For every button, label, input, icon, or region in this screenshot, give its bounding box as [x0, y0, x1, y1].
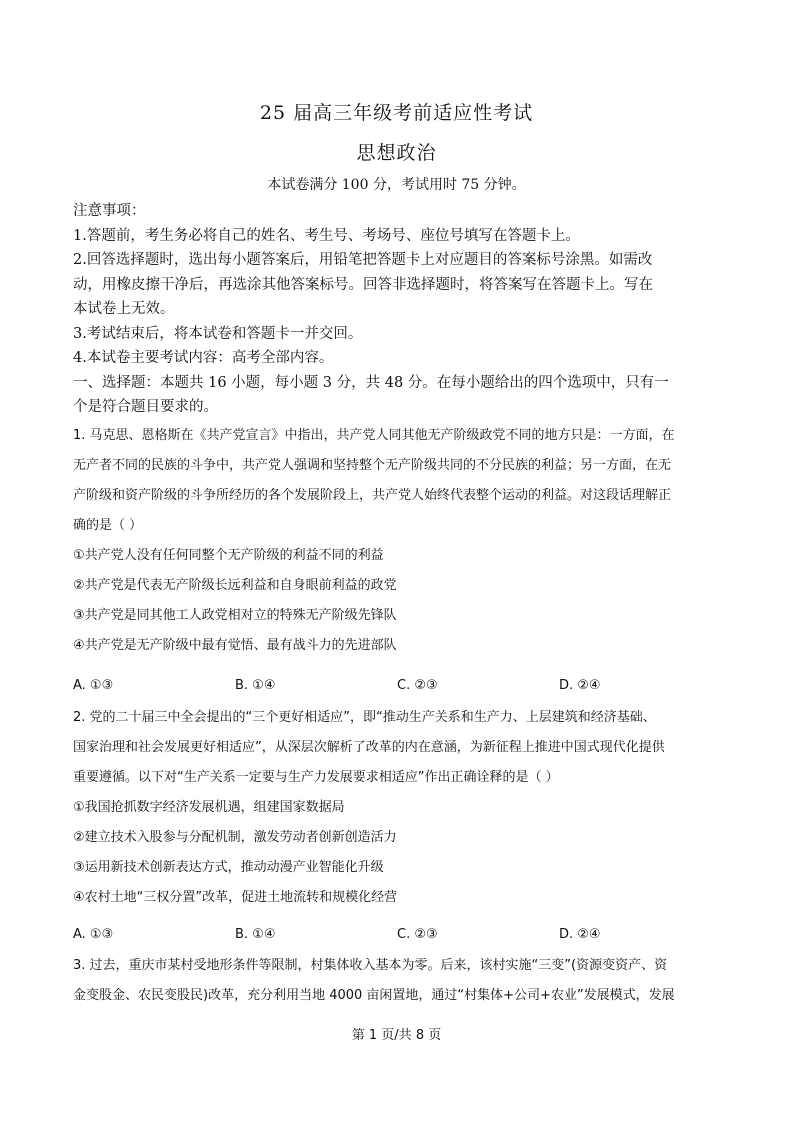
exam-title: 25 届高三年级考前适应性考试	[259, 102, 534, 124]
question-item: ④农村土地“三权分置”改革，促进土地流转和规模化经营	[73, 890, 398, 905]
question-item: ③共产党是同其他工人政党相对立的特殊无产阶级先锋队	[73, 608, 397, 623]
notes-line: 1.答题前，考生务必将自己的姓名、考生号、考场号、座位号填写在答题卡上。	[73, 227, 580, 244]
subject-title: 思想政治	[356, 142, 437, 164]
question-2	[73, 703, 725, 913]
question-stem-line: 2. 党的二十届三中全会提出的“三个更好相适应”，即“推动生产关系和生产力、上层建筑和经济基础、	[73, 710, 656, 725]
question-1	[73, 421, 725, 661]
question-stem-line: 3. 过去，重庆市某村受地形条件等限制，村集体收入基本为零。后来，该村实施“三变”(资源变资产、资	[73, 958, 668, 973]
question-stem-line: 重要遵循。以下对“生产关系一定要与生产力发展要求相适应”作出正确诠释的是（ ）	[73, 770, 559, 785]
exam-meta: 本试卷满分 100 分，考试用时 75 分钟。	[267, 177, 526, 193]
question-item: ②建立技术入股参与分配机制，激发劳动者创新创造活力	[73, 830, 397, 845]
notes-line: 3.考试结束后，将本试卷和答题卡一并交回。	[73, 325, 363, 342]
option-a: A. ①③	[73, 927, 114, 942]
section-heading: 个是符合题目要求的。	[73, 399, 218, 415]
question-stem-line: 产阶级和资产阶级的斗争所经历的各个发展阶段上，共产党人始终代表整个运动的利益。对这段话理解正	[73, 488, 672, 503]
notes-line: 动，用橡皮擦干净后，再选涂其他答案标号。回答非选择题时，将答案写在答题卡上。写在	[73, 276, 653, 293]
page-footer: 第 1 页/共 8 页	[351, 1028, 442, 1043]
notes-line: 本试卷上无效。	[73, 301, 175, 317]
option-d: D. ②④	[559, 678, 601, 693]
question-stem-line: 金变股金、农民变股民)改革，充分利用当地 4000 亩闲置地，通过“村集体+公司+农业”发展模式，发展	[73, 988, 675, 1003]
question-3	[73, 951, 725, 1011]
question-item: ③运用新技术创新表达方式，推动动漫产业智能化升级	[73, 860, 384, 875]
question-item: ①我国抢抓数字经济发展机遇，组建国家数据局	[73, 800, 345, 815]
section-heading: 一、选择题：本题共 16 小题，每小题 3 分，共 48 分。在每小题给出的四个选项中，只有一	[73, 374, 669, 391]
option-b: B. ①④	[235, 678, 276, 693]
notes-heading: 注意事项：	[73, 203, 146, 219]
option-a: A. ①③	[73, 678, 114, 693]
notes-line: 4.本试卷主要考试内容：高考全部内容。	[73, 350, 334, 366]
question-item: ②共产党是代表无产阶级长远利益和自身眼前利益的政党	[73, 578, 397, 593]
question-stem-line: 无产者不同的民族的斗争中，共产党人强调和坚持整个无产阶级共同的不分民族的利益；另一方面，在无	[73, 458, 672, 473]
question-stem-line: 国家治理和社会发展更好相适应”，从深层次解析了改革的内在意涵，为新征程上推进中国式现代化提供	[73, 740, 665, 755]
option-d: D. ②④	[559, 927, 601, 942]
option-b: B. ①④	[235, 927, 276, 942]
question-1-options	[73, 671, 725, 701]
question-stem-line: 确的是（ ）	[73, 518, 143, 533]
question-item: ①共产党人没有任何同整个无产阶级的利益不同的利益	[73, 548, 384, 563]
notes-line: 2.回答选择题时，选出每小题答案后，用铅笔把答题卡上对应题目的答案标号涂黑。如需改	[73, 252, 653, 268]
option-c: C. ②③	[397, 927, 438, 942]
notes-section	[73, 199, 723, 420]
question-2-options	[73, 920, 725, 950]
question-stem-line: 1. 马克思、恩格斯在《共产党宣言》中指出，共产党人同其他无产阶级政党不同的地方只是：一方面，在	[73, 428, 675, 443]
question-item: ④共产党是无产阶级中最有觉悟、最有战斗力的先进部队	[73, 638, 397, 653]
option-c: C. ②③	[397, 678, 438, 693]
